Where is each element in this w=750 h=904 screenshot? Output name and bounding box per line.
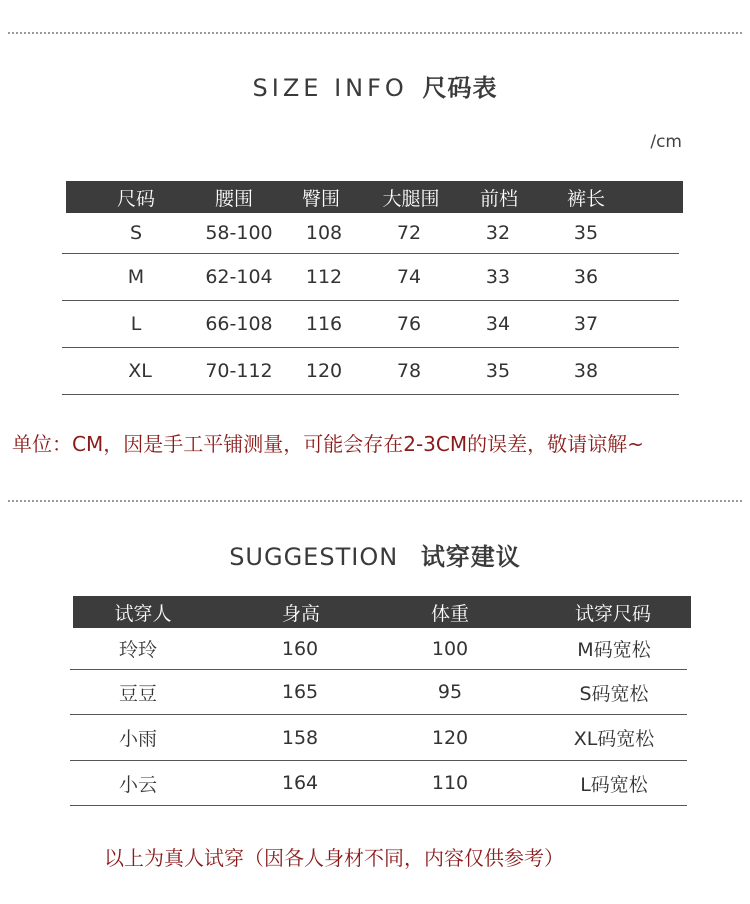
length-cell: 38 xyxy=(573,360,599,382)
size-header-rise: 前档 xyxy=(479,187,518,210)
suggestion-table-header xyxy=(73,596,691,628)
height-cell: 164 xyxy=(281,772,319,794)
size-header-waist: 腰围 xyxy=(214,187,253,210)
person-cell: 小云 xyxy=(118,773,157,796)
thigh-cell: 74 xyxy=(396,266,422,288)
size-cell: XL xyxy=(128,360,152,382)
unit-label: /cm xyxy=(650,132,682,152)
suggestion-title-zh: 试穿建议 xyxy=(420,543,521,571)
table-row xyxy=(62,301,679,348)
waist-cell: 58-100 xyxy=(205,222,273,244)
height-cell: 160 xyxy=(281,637,319,660)
size-info-title xyxy=(0,68,750,103)
hip-cell: 116 xyxy=(305,313,343,335)
rise-cell: 34 xyxy=(485,313,511,335)
thigh-cell: 78 xyxy=(396,360,422,382)
waist-cell: 70-112 xyxy=(205,360,273,382)
weight-cell: 95 xyxy=(437,681,463,703)
hip-cell: 108 xyxy=(305,222,343,244)
fit-size-cell: S码宽松 xyxy=(579,682,649,705)
size-cell: L xyxy=(130,313,142,335)
table-row xyxy=(70,670,687,715)
length-cell: 37 xyxy=(573,313,599,335)
weight-cell: 120 xyxy=(431,726,469,749)
person-cell: 豆豆 xyxy=(118,682,157,705)
height-cell: 158 xyxy=(281,726,319,749)
rise-cell: 35 xyxy=(485,360,511,382)
size-info-title-zh: 尺码表 xyxy=(422,74,498,102)
length-cell: 36 xyxy=(573,266,599,288)
size-cell: S xyxy=(129,222,143,244)
table-row xyxy=(70,761,687,806)
size-header-thigh: 大腿围 xyxy=(382,187,440,210)
weight-cell: 110 xyxy=(431,772,469,794)
fit-size-cell: M码宽松 xyxy=(577,639,651,661)
table-row xyxy=(62,254,679,301)
person-cell: 玲玲 xyxy=(118,639,157,661)
hip-cell: 112 xyxy=(305,266,343,288)
rise-cell: 33 xyxy=(485,266,511,288)
fit-size-cell: L码宽松 xyxy=(580,773,648,796)
fit-size-cell: XL码宽松 xyxy=(573,728,655,750)
height-cell: 165 xyxy=(281,681,319,703)
suggest-header-person: 试穿人 xyxy=(114,602,172,625)
suggest-header-weight: 体重 xyxy=(430,602,469,625)
person-cell: 小雨 xyxy=(118,728,157,750)
suggestion-title-en: SUGGESTION xyxy=(229,543,399,571)
try-on-note: 以上为真人试穿（因各人身材不同，内容仅供参考） xyxy=(104,846,564,870)
table-row xyxy=(70,628,687,670)
table-row xyxy=(70,715,687,761)
size-header-hip: 臀围 xyxy=(301,187,340,210)
suggest-header-size: 试穿尺码 xyxy=(574,602,651,625)
suggest-header-height: 身高 xyxy=(281,602,320,625)
size-header-length: 裤长 xyxy=(566,187,605,210)
measurement-note: 单位：CM，因是手工平铺测量，可能会存在2-3CM的误差，敬请谅解~ xyxy=(12,432,644,456)
hip-cell: 120 xyxy=(305,360,343,382)
thigh-cell: 76 xyxy=(396,313,422,335)
size-info-title-en: SIZE INFO xyxy=(252,74,408,102)
table-row xyxy=(62,348,679,395)
waist-cell: 66-108 xyxy=(205,313,273,335)
waist-cell: 62-104 xyxy=(205,266,273,288)
size-header-size: 尺码 xyxy=(116,187,155,210)
suggestion-title xyxy=(0,537,750,572)
length-cell: 35 xyxy=(573,222,599,244)
dotted-divider-middle xyxy=(8,500,742,502)
size-table-header xyxy=(66,181,683,213)
dotted-divider-top xyxy=(8,32,742,34)
weight-cell: 100 xyxy=(431,637,469,660)
thigh-cell: 72 xyxy=(396,222,422,244)
size-cell: M xyxy=(127,266,145,288)
table-row xyxy=(62,213,679,254)
rise-cell: 32 xyxy=(485,222,511,244)
